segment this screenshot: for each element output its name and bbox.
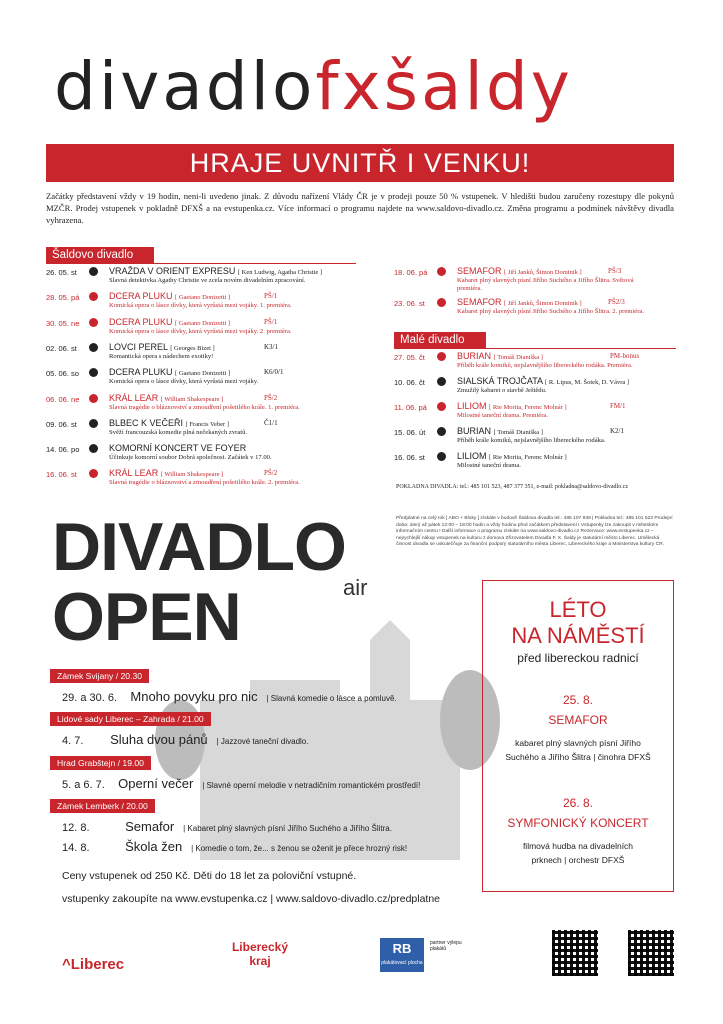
openair-event: [62, 838, 407, 856]
program-title: LOVCI PEREL: [109, 341, 168, 352]
program-author: [ William Shakespeare ]: [160, 395, 224, 403]
program-date: 26. 05. st: [46, 268, 77, 277]
program-title: BURIAN: [457, 426, 492, 436]
program-title: SEMAFOR: [457, 297, 502, 307]
program-date: 14. 06. po: [46, 445, 80, 455]
program-author: [ Ken Ludwig, Agatha Christie ]: [237, 269, 323, 276]
openair-title-3: air: [343, 575, 368, 600]
venue-label: Hrad Grabštejn / 19.00: [50, 756, 151, 770]
event-date: 12. 8.: [62, 822, 90, 834]
section-heading: Malé divadlo: [394, 332, 486, 348]
openair-event: [62, 688, 397, 706]
program-code: PŠ/3: [608, 267, 622, 275]
program-desc: Svěží francouzská komedie plná nečekaných zvratů.: [109, 428, 248, 436]
program-author: [ Francis Veber ]: [185, 420, 229, 428]
program-desc: Komická opera o lásce dívky, která vyrůstá mezi vojáky. 2. premiéra.: [109, 327, 292, 335]
program-title: DCERA PLUKU: [109, 291, 173, 302]
program-author: [ Gaetano Donizetti ]: [175, 370, 231, 378]
program-title: KOMORNÍ KONCERT VE FOYER: [109, 443, 247, 454]
box-office-info: POKLADNA DIVADLA: tel.: 485 101 523, 487 377 351, e-mail: pokladna@saldovo-divadlo.cz: [396, 484, 629, 490]
event-desc: prknech | orchestr DFXŠ: [531, 855, 625, 865]
program-title: BLBEC K VEČEŘI: [109, 417, 184, 428]
program-desc: Kabaret plný slavných písní Jiřího Suchého a Jiřího Šlitra. 2. premiéra.: [457, 308, 644, 315]
event-date: 29. a 30. 6.: [62, 692, 118, 704]
program-code: PŠ/2: [264, 393, 278, 402]
event-name: Mnoho povyku pro nic: [130, 689, 258, 704]
kraj-line-1: Liberecký: [231, 940, 289, 954]
program-code: FM/1: [610, 402, 626, 410]
program-date: 23. 06. st: [394, 299, 425, 308]
headline-banner: HRAJE UVNITŘ I VENKU!: [46, 144, 674, 182]
program-desc: Milostné taneční drama. Premiéra.: [457, 412, 548, 419]
program-desc: Zmužilý kabaret o stavbě Ještědu.: [457, 387, 547, 394]
program-author: [ Georges Bizet ]: [170, 344, 215, 352]
program-author: [ Rie Morita, Ferenc Molnár ]: [489, 404, 567, 411]
event-desc: kabaret plný slavných písní Jiřího: [515, 738, 641, 748]
program-author: [ William Shakespeare ]: [160, 471, 224, 479]
venue-label: Zámek Lemberk / 20.00: [50, 799, 155, 813]
venue-label: Lidové sady Liberec – Zahrada / 21.00: [50, 712, 211, 726]
program-title: LILIOM: [457, 401, 487, 411]
program-code: PM-bonus: [610, 352, 640, 360]
program-title: DCERA PLUKU: [109, 316, 173, 327]
kraj-line-2: kraj: [249, 954, 271, 968]
program-author: [ Jiří Janků, Šimon Dominik ]: [504, 269, 582, 276]
event-desc: Suchého a Jiřího Šlitra | činohra DFXŠ: [505, 752, 651, 762]
liberec-logo: ^Liberec: [62, 956, 125, 973]
program-code: K3/1: [264, 342, 278, 351]
qr-code[interactable]: [628, 930, 674, 976]
program-title: DCERA PLUKU: [109, 367, 173, 378]
program-date: 30. 05. ne: [46, 318, 80, 328]
program-desc: Slavná tragédie o bláznovství a zmoudření pošetilého krále. 2. premiéra.: [109, 479, 300, 487]
event-name: Semafor: [125, 819, 175, 834]
program-title: BURIAN: [457, 351, 492, 361]
program-desc: Účinkuje komorní soubor Dobrá společnost. Začátek v 17.00.: [109, 454, 272, 462]
event-name: SEMAFOR: [548, 713, 608, 727]
program-desc: Komická opera o lásce dívky, která vyrůstá mezi vojáky. 1. premiéra.: [109, 302, 292, 310]
program-code: K6/0/1: [264, 368, 284, 377]
event-date: 4. 7.: [62, 735, 84, 747]
program-desc: Kabaret plný slavných písní Jiřího Suchého a Jiřího Šlitra. Světová premiéra.: [457, 277, 634, 292]
event-desc: | Kabaret plný slavných písní Jiřího Suchého a Jiřího Šlitra.: [183, 824, 392, 833]
openair-title-1: DIVADLO: [52, 509, 346, 585]
program-code: PŠ/1: [264, 292, 278, 301]
program-desc: Romantická opera s nádechem exotiky!: [109, 352, 214, 360]
section-heading: Šaldovo divadlo: [46, 247, 154, 263]
program-date: 16. 06. st: [394, 453, 425, 462]
program-desc: Slavná tragédie o bláznovství a zmoudření pošetilého krále. 1. premiéra.: [109, 403, 300, 411]
price-info: Ceny vstupenek od 250 Kč. Děti do 18 let za poloviční vstupné.: [62, 870, 357, 882]
program-title: KRÁL LEAR: [109, 468, 159, 479]
theatre-logo: divadlofxšaldy: [54, 48, 573, 125]
program-date: 16. 06. st: [46, 470, 77, 480]
openair-title-2: OPEN: [52, 579, 241, 655]
buy-info: vstupenky zakoupíte na www.evstupenka.cz | www.saldovo-divadlo.cz/predplatne: [62, 893, 441, 905]
program-date: 18. 06. pá: [394, 268, 428, 277]
program-author: [ Gaetano Donizetti ]: [175, 319, 231, 327]
program-code: PŠ2/3: [608, 298, 625, 306]
program-code: PŠ/1: [264, 317, 278, 326]
program-code: PŠ/2: [264, 469, 278, 478]
openair-event: [62, 818, 392, 836]
program-date: 27. 05. čt: [394, 353, 425, 362]
event-date: 14. 8.: [62, 842, 90, 854]
event-desc: | Jazzové taneční divadlo.: [216, 737, 309, 746]
event-name: Škola žen: [125, 839, 183, 854]
box-title-2: NA NÁMĚSTÍ: [511, 623, 645, 648]
openair-event: [62, 775, 420, 793]
plakat-logo: [380, 938, 424, 972]
program-author: [ Gaetano Donizetti ]: [175, 294, 231, 302]
program-date: 09. 06. st: [46, 419, 77, 429]
program-code: K2/1: [610, 427, 624, 435]
openair-event: [62, 731, 308, 749]
event-name: Operní večer: [118, 776, 194, 791]
event-desc: | Slavné operní melodie v netradičním romantickém prostředí!: [202, 781, 421, 790]
program-desc: Milostné taneční drama.: [457, 462, 521, 469]
event-date: 26. 8.: [562, 796, 594, 810]
event-desc: filmová hudba na divadelních: [522, 841, 634, 851]
event-date: 25. 8.: [562, 693, 594, 707]
program-date: 10. 06. čt: [394, 378, 425, 387]
summer-square-box: [482, 580, 674, 892]
event-name: Sluha dvou pánů: [110, 732, 208, 747]
box-subtitle: před libereckou radnicí: [517, 651, 639, 665]
program-title: SEMAFOR: [457, 266, 502, 276]
plakat-label: plakátovací plocha: [381, 960, 423, 966]
plakat-mark: RB: [392, 941, 412, 956]
program-desc: Příběh krále komiků, nejslavnějšího libereckého rodáka.: [457, 437, 606, 444]
program-author: [ Tomáš Dianiška ]: [493, 429, 543, 436]
venue-label: Zámek Svijany / 20.30: [50, 669, 149, 683]
event-desc: | Slavná komedie o lásce a pomluvě.: [266, 694, 397, 703]
program-desc: Slavná detektivka Agathy Christie ve zcela novém divadelním zpracování.: [109, 277, 306, 284]
program-title: SIALSKÁ TROJČATA: [457, 376, 543, 386]
program-author: [ Rie Morita, Ferenc Molnár ]: [489, 454, 567, 461]
event-name: SYMFONICKÝ KONCERT: [507, 816, 649, 830]
program-desc: Příběh krále komiků, nejslavnějšího libereckého rodáka. Premiéra.: [457, 362, 633, 369]
program-desc: Komická opera o lásce dívky, která vyrůstá mezi vojáky.: [109, 378, 259, 386]
program-date: 11. 06. pá: [394, 403, 427, 412]
program-code: Č1/1: [264, 418, 278, 427]
subscription-info: Předplatné na celý rok [ ABO + Bloky ] získáte v budově Šaldova divadla tel.: 485 107 838 | Pokladna tel.: 485 101 523 Prodejní doba: úterý až pátek 12:00 – 18:00 hodin a vždy hodinu před začátkem představení I Vstupenky lze zakoupit v městském informačním centru I Další informace o programu získáte na www.saldovo-divadlo.cz Rezervace: www.evstupenka.cz – nejrychlejší nákup vstupenek na kulturu z domova Zřizovatelem Divadla F. X. Šaldy je statutární město Liberec. Umělecká činnost divadla se uskutečňuje za finanční podpory statutárního města Liberec, Libereckého kraje a Ministerstva kultury ČR.: [396, 516, 673, 548]
event-date: 5. a 6. 7.: [62, 779, 105, 791]
program-title: KRÁL LEAR: [109, 392, 159, 403]
program-date: 05. 06. so: [46, 369, 79, 379]
qr-code[interactable]: [552, 930, 598, 976]
program-author: [ R. Lipus, M. Šotek, D. Vávra ]: [545, 379, 630, 386]
program-title: LILIOM: [457, 451, 487, 461]
program-author: [ Jiří Janků, Šimon Dominik ]: [504, 300, 582, 307]
program-date: 02. 06. st: [46, 343, 77, 353]
program-date: 28. 05. pá: [46, 293, 80, 303]
liberecky-kraj-logo: [220, 940, 300, 968]
partner-text: partner výlepu plakátů: [430, 940, 462, 952]
box-title-1: LÉTO: [549, 597, 607, 622]
intro-text: Začátky představení vždy v 19 hodin, neni-li uvedeno jinak. Z důvodu nařízení Vlády ČR je v prodeji pouze 50 % vstupenek. V hledišti budou zaručeny rozestupy dle pokynů MZČR. Prodej vstupenek v pokladně DFXŠ a na evstupenka.cz. Více informací o programu najdete na www.saldovo-divadlo.cz. Změna programu a podmínek návštěvy divadla vyhrazena.: [46, 191, 674, 225]
program-date: 15. 06. út: [394, 428, 426, 437]
event-desc: | Komedie o tom, že... s ženou se oženit je přece hrozný risk!: [191, 844, 408, 853]
program-title: VRAŽDA V ORIENT EXPRESU: [109, 266, 236, 276]
program-author: [ Tomáš Dianiška ]: [493, 354, 543, 361]
program-date: 06. 06. ne: [46, 394, 80, 404]
